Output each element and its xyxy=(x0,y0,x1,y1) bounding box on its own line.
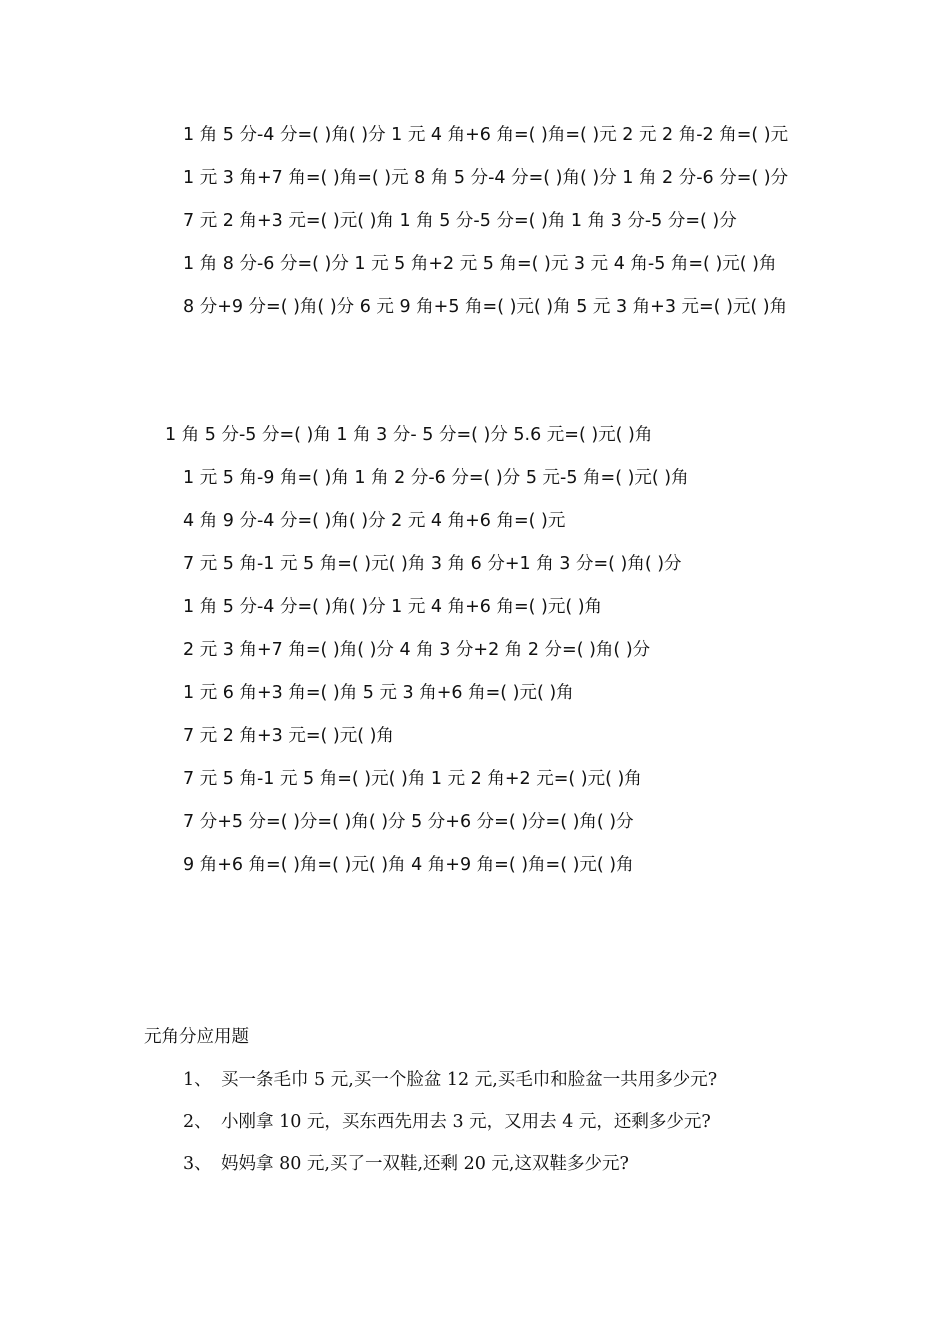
question-text: 买一条毛巾 5 元,买一个脸盆 12 元,买毛巾和脸盆一共用多少元? xyxy=(221,1070,718,1090)
question-text: 小刚拿 10 元，买东西先用去 3 元，又用去 4 元，还剩多少元? xyxy=(221,1112,711,1132)
question-number: 1、 xyxy=(183,1070,212,1090)
exercise-line: 4 角 9 分-4 分=( )角( )分 2 元 4 角+6 角=( )元 xyxy=(183,511,566,531)
exercise-line: 8 分+9 分=( )角( )分 6 元 9 角+5 角=( )元( )角 5 元 3 角+3 元=( )元( )角 xyxy=(183,297,788,317)
question-item xyxy=(183,1153,629,1175)
exercise-line: 1 角 5 分-4 分=( )角( )分 1 元 4 角+6 角=( )角=( )元 2 元 2 角-2 角=( )元 xyxy=(183,125,789,145)
exercise-line: 9 角+6 角=( )角=( )元( )角 4 角+9 角=( )角=( )元( )角 xyxy=(183,855,634,875)
question-text: 妈妈拿 80 元,买了一双鞋,还剩 20 元,这双鞋多少元? xyxy=(221,1154,629,1174)
exercise-line: 1 角 5 分-5 分=( )角 1 角 3 分- 5 分=( )分 5.6 元=( )元( )角 xyxy=(165,425,653,445)
exercise-line: 7 元 5 角-1 元 5 角=( )元( )角 1 元 2 角+2 元=( )元( )角 xyxy=(183,769,642,789)
exercise-line: 7 元 2 角+3 元=( )元( )角 xyxy=(183,726,394,746)
question-number: 3、 xyxy=(183,1154,212,1174)
question-item xyxy=(183,1069,717,1091)
question-number: 2、 xyxy=(183,1112,212,1132)
question-item xyxy=(183,1111,711,1133)
exercise-line: 7 元 2 角+3 元=( )元( )角 1 角 5 分-5 分=( )角 1 角 3 分-5 分=( )分 xyxy=(183,211,737,231)
exercise-line: 1 元 6 角+3 角=( )角 5 元 3 角+6 角=( )元( )角 xyxy=(183,683,574,703)
exercise-line: 7 元 5 角-1 元 5 角=( )元( )角 3 角 6 分+1 角 3 分=( )角( )分 xyxy=(183,554,682,574)
exercise-line: 1 元 5 角-9 角=( )角 1 角 2 分-6 分=( )分 5 元-5 角=( )元( )角 xyxy=(183,468,689,488)
exercise-line: 7 分+5 分=( )分=( )角( )分 5 分+6 分=( )分=( )角( )分 xyxy=(183,812,634,832)
exercise-line: 1 角 5 分-4 分=( )角( )分 1 元 4 角+6 角=( )元( )角 xyxy=(183,597,603,617)
exercise-line: 1 角 8 分-6 分=( )分 1 元 5 角+2 元 5 角=( )元 3 元 4 角-5 角=( )元( )角 xyxy=(183,254,777,274)
exercise-line: 2 元 3 角+7 角=( )角( )分 4 角 3 分+2 角 2 分=( )角( )分 xyxy=(183,640,651,660)
section-title: 元角分应用题 xyxy=(144,1027,249,1047)
exercise-line: 1 元 3 角+7 角=( )角=( )元 8 角 5 分-4 分=( )角( )分 1 角 2 分-6 分=( )分 xyxy=(183,168,789,188)
